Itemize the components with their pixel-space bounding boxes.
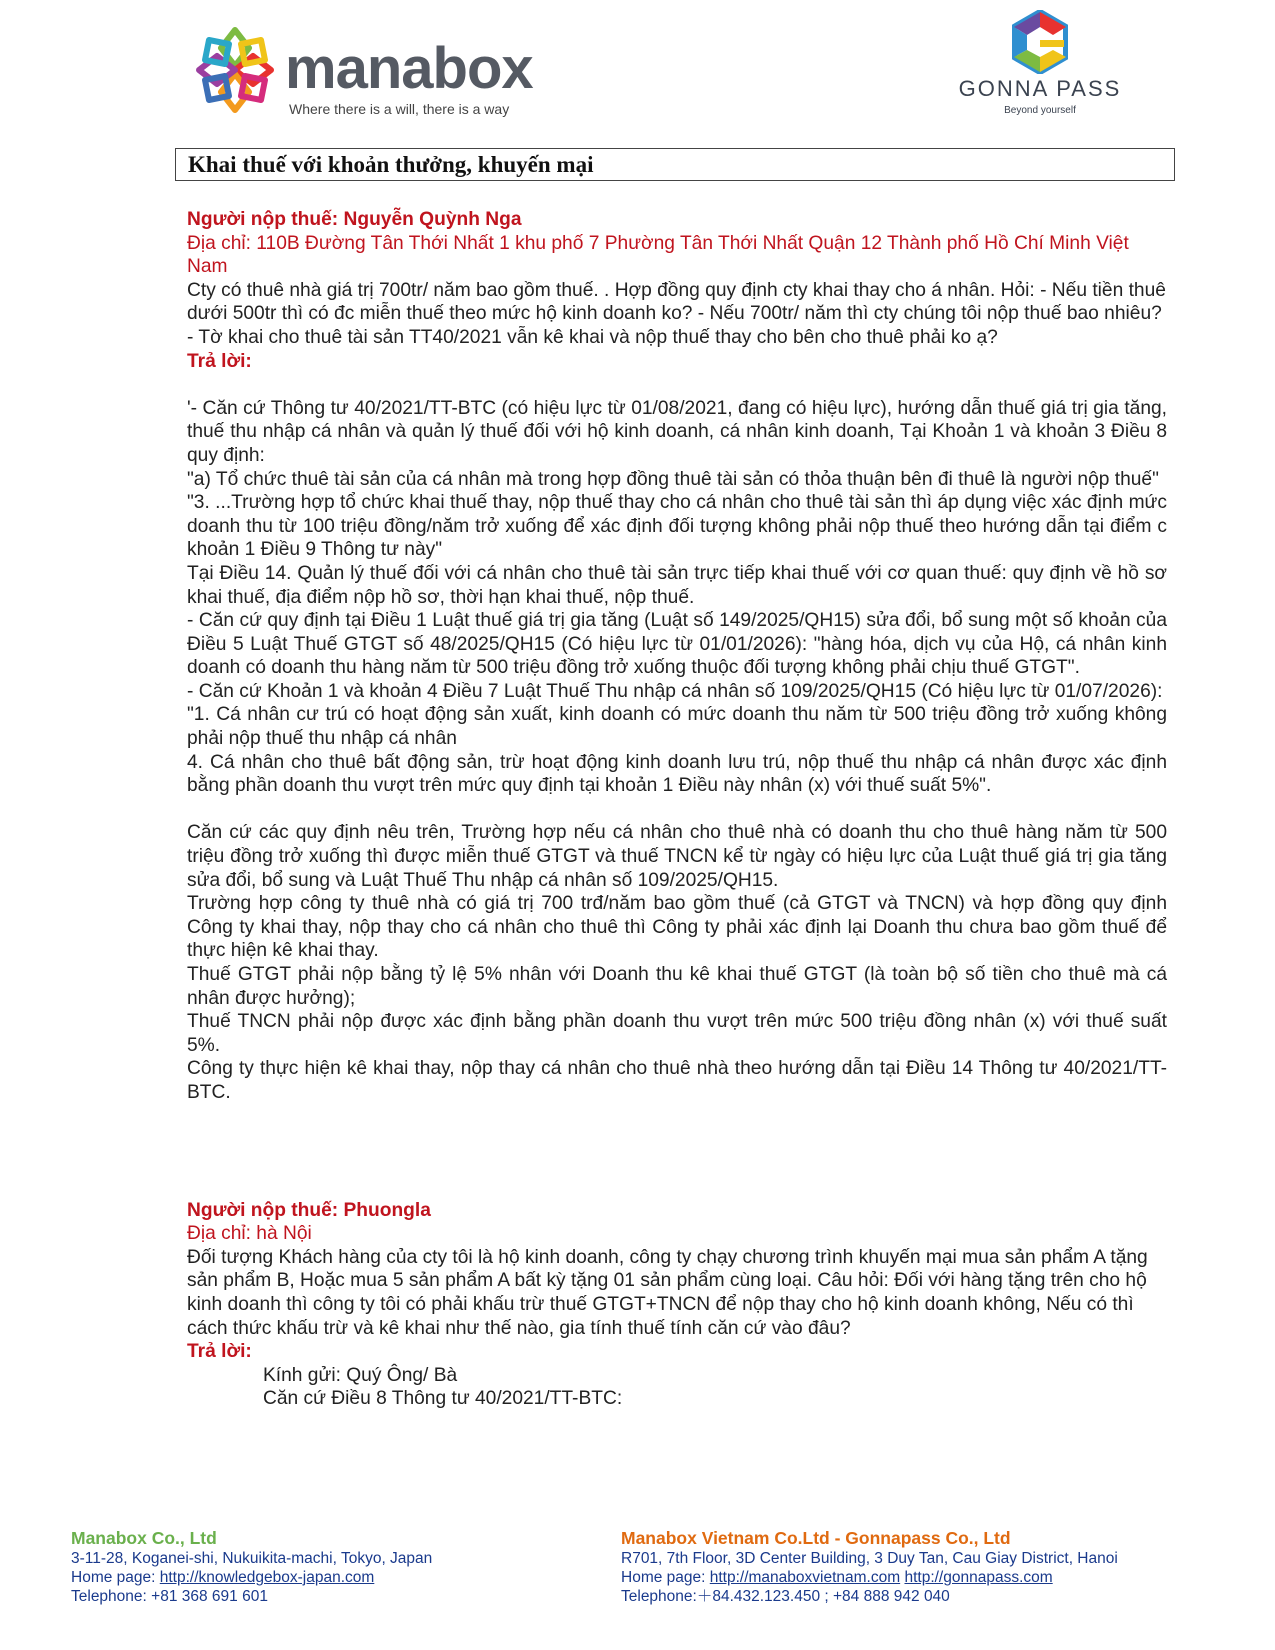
footer-left-company: Manabox Co., Ltd [71, 1528, 217, 1548]
footer-left-homepage-link[interactable]: http://knowledgebox-japan.com [159, 1569, 375, 1586]
q1-conclusion-para: Thuế GTGT phải nộp bằng tỷ lệ 5% nhân với Doanh thu kê khai thuế GTGT (là toàn bộ số tiền cho thuê mà cá nhân được hưởng); [187, 964, 1167, 1009]
manabox-flower-icon [185, 26, 285, 114]
q1-answer-para: - Căn cứ quy định tại Điều 1 Luật thuế giá trị gia tăng (Luật số 149/2025/QH15) sửa đổi, bổ sung một số khoản của Điều 5 Luật Thuế GTGT số 48/2025/QH15 (Có hiệu lực từ 01/01/2026): "hàng hóa, dịch vụ của Hộ, cá nhân kinh doanh có doanh thu hàng năm từ 500 triệu đồng trở xuống thuộc đối tượng không phải chịu thuế GTGT". [187, 610, 1167, 679]
manabox-logo [185, 22, 545, 122]
q1-conclusion-para: Căn cứ các quy định nêu trên, Trường hợp nếu cá nhân cho thuê nhà có doanh thu cho thuê hàng năm từ 500 triệu đồng trở xuống thì được miễn thuế GTGT và thuế TNCN kể từ ngày có hiệu lực của Luật thuế giá trị gia tăng sửa đổi, bổ sung và Luật Thuế Thu nhập cá nhân số 109/2025/QH15. [187, 822, 1167, 891]
footer-right-homepage-link-1[interactable]: http://manaboxvietnam.com [709, 1569, 901, 1586]
footer-right-phone: Telephone:＋84.432.123.450 ; +84 888 942 040 [621, 1588, 950, 1605]
q1-conclusion-para: Công ty thực hiện kê khai thay, nộp thay cá nhân cho thuê nhà theo hướng dẫn tại Điều 14 Thông tư 40/2021/TT-BTC. [187, 1058, 1167, 1103]
footer-right-homepage-label: Home page: [621, 1569, 710, 1586]
q1-answer-para: "a) Tổ chức thuê tài sản của cá nhân mà trong hợp đồng thuê tài sản có thỏa thuận bên đi thuê là người nộp thuế" [187, 468, 1159, 490]
footer-left-address: 3-11-28, Koganei-shi, Nukuikita-machi, Tokyo, Japan [71, 1550, 433, 1567]
footer-left-phone: Telephone: +81 368 691 601 [71, 1588, 268, 1605]
manabox-brand-name: manabox [285, 36, 533, 101]
footer-right-homepage [621, 1568, 1181, 1587]
gonnapass-tagline: Beyond yourself [1004, 105, 1076, 116]
q1-answer-para: Tại Điều 14. Quản lý thuế đối với cá nhân cho thuê tài sản trực tiếp khai thuế với cơ quan thuế: quy định về hồ sơ khai thuế, địa điểm nộp hồ sơ, thời hạn khai thuế, nộp thuế. [187, 562, 1167, 608]
gonnapass-g-icon [1012, 10, 1068, 74]
q1-taxpayer: Người nộp thuế: Nguyễn Quỳnh Nga [187, 209, 522, 230]
document-title-box [175, 148, 1175, 181]
q1-answer-para: "1. Cá nhân cư trú có hoạt động sản xuất, kinh doanh có mức doanh thu năm từ 500 triệu đồng trở xuống không phải nộp thuế thu nhập cá nhân [187, 704, 1167, 750]
q1-address: Địa chỉ: 110B Đường Tân Thới Nhất 1 khu phố 7 Phường Tân Thới Nhất Quận 12 Thành phố Hồ Chí Minh Việt Nam [187, 232, 1129, 278]
q1-answer-label: Trả lời: [187, 350, 252, 372]
q1-answer-para: '- Căn cứ Thông tư 40/2021/TT-BTC (có hiệu lực từ 01/08/2021, đang có hiệu lực), hướng dẫn thuế giá trị gia tăng, thuế thu nhập cá nhân và quản lý thuế đối với hộ kinh doanh, cá nhân kinh doanh, Tại Khoản 1 và khoản 3 Điều 8 quy định: [187, 397, 1167, 466]
gonnapass-brand-name: GONNA PASS [958, 76, 1122, 101]
document-body [187, 208, 1167, 1411]
document-title: Khai thuế với khoản thưởng, khuyến mại [188, 152, 594, 177]
q1-answer-para: - Căn cứ Khoản 1 và khoản 4 Điều 7 Luật Thuế Thu nhập cá nhân số 109/2025/QH15 (Có hiệu lực từ 01/07/2026): [187, 680, 1163, 702]
footer-manabox-japan [71, 1528, 591, 1606]
footer-left-homepage-label: Home page: [71, 1569, 160, 1586]
q2-question: Đối tượng Khách hàng của cty tôi là hộ kinh doanh, công ty chạy chương trình khuyến mại mua sản phẩm A tặng sản phẩm B, Hoặc mua 5 sản phẩm A bất kỳ tặng 01 sản phẩm cùng loại. Câu hỏi: Đối với hàng tặng trên cho hộ kinh doanh thì công ty tôi có phải khấu trừ thuế GTGT+TNCN để nộp thay cho hộ kinh doanh không, Nếu có thì cách thức khấu trừ và kê khai như thế nào, gia tính thuế tính căn cứ vào đâu? [187, 1246, 1148, 1339]
footer-right-address: R701, 7th Floor, 3D Center Building, 3 Duy Tan, Cau Giay District, Hanoi [621, 1550, 1118, 1567]
footer-left-homepage [71, 1568, 591, 1587]
footer-right-homepage-link-2[interactable]: http://gonnapass.com [904, 1569, 1053, 1586]
q1-question: Cty có thuê nhà giá trị 700tr/ năm bao gồm thuế. . Hợp đồng quy định cty khai thay cho á nhân. Hỏi: - Nếu tiền thuê dưới 500tr thì có đc miễn thuế theo mức hộ kinh doanh ko? - Nếu 700tr/ năm thì cty chúng tôi nộp thuế bao nhiêu? - Tờ khai cho thuê tài sản TT40/2021 vẫn kê khai và nộp thuế thay cho bên cho thuê phải ko ạ? [187, 279, 1166, 348]
q2-address: Địa chỉ: hà Nội [187, 1223, 312, 1245]
q1-conclusion-para: Trường hợp công ty thuê nhà có giá trị 700 trđ/năm bao gồm thuế (cả GTGT và TNCN) và hợp đồng quy định Công ty khai thay, nộp thay cho cá nhân cho thuê thì Công ty phải xác định lại Doanh thu chưa bao gồm thuế để thực hiện kê khai thay. [187, 893, 1167, 962]
q2-taxpayer: Người nộp thuế: Phuongla [187, 1199, 431, 1221]
q2-answer-line: Kính gửi: Quý Ông/ Bà [263, 1364, 458, 1386]
footer-manabox-vietnam [621, 1528, 1181, 1606]
gonnapass-logo [940, 10, 1140, 118]
footer-right-company: Manabox Vietnam Co.Ltd - Gonnapass Co., Ltd [621, 1528, 1011, 1548]
q1-answer-para: 4. Cá nhân cho thuê bất động sản, trừ hoạt động kinh doanh lưu trú, nộp thuế thu nhập cá nhân được xác định bằng phần doanh thu vượt trên mức quy định tại khoản 1 Điều này nhân (x) với thuế suất 5%". [187, 751, 1167, 797]
q2-answer-line: Căn cứ Điều 8 Thông tư 40/2021/TT-BTC: [263, 1388, 623, 1410]
manabox-tagline: Where there is a will, there is a way [289, 101, 510, 117]
q1-conclusion-para: Thuế TNCN phải nộp được xác định bằng phần doanh thu vượt trên mức 500 triệu đồng nhân (x) với thuế suất 5%. [187, 1011, 1167, 1056]
q2-answer-label: Trả lời: [187, 1341, 252, 1363]
q1-answer-para: "3. ...Trường hợp tổ chức khai thuế thay, nộp thuế thay cho cá nhân cho thuê tài sản thì áp dụng việc xác định mức doanh thu từ 100 triệu đồng/năm trở xuống để xác định đối tượng không phải nộp thuế theo hướng dẫn tại điểm c khoản 1 Điều 9 Thông tư này" [187, 492, 1167, 561]
